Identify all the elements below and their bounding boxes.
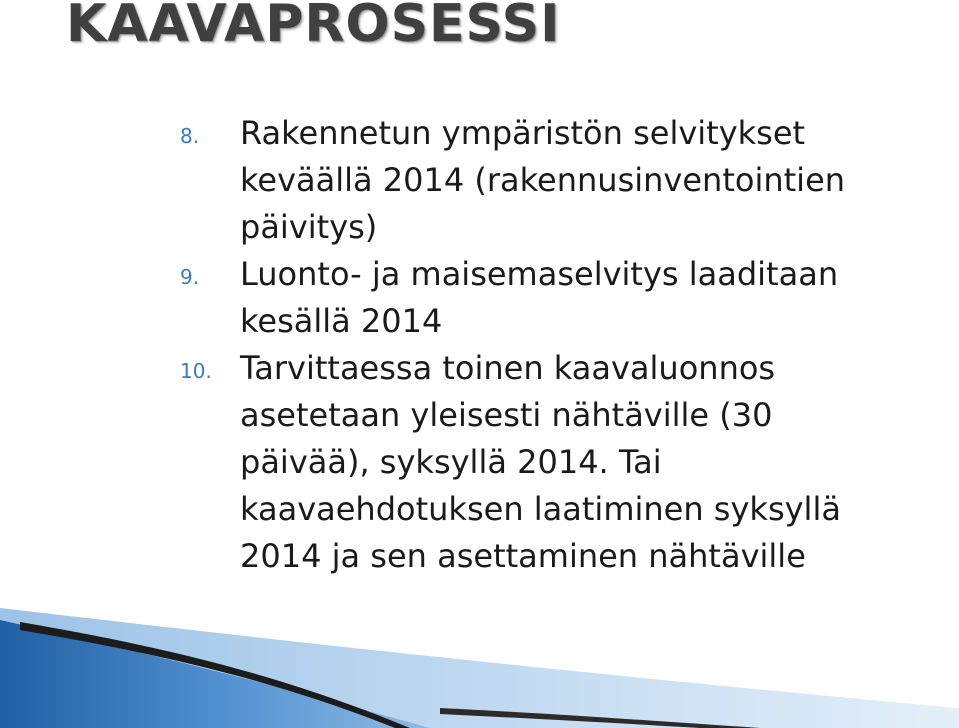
list-item-line: kaavaehdotuksen laatiminen syksyllä xyxy=(240,490,841,528)
list-item-line: päivää), syksyllä 2014. Tai xyxy=(240,443,662,481)
decorative-wave xyxy=(0,590,959,728)
list-item-line: asetetaan yleisesti nähtäville (30 xyxy=(240,396,773,434)
numbered-list xyxy=(180,110,950,580)
list-item-line: Tarvittaessa toinen kaavaluonnos xyxy=(240,349,776,387)
list-item xyxy=(180,251,950,345)
list-item-number: 10. xyxy=(180,359,212,383)
list-item xyxy=(180,345,950,580)
list-item-line: Luonto- ja maisemaselvitys laaditaan xyxy=(240,255,839,293)
list-item-line: keväällä 2014 (rakennusinventointien xyxy=(240,161,846,199)
list-item-line: Rakennetun ympäristön selvitykset xyxy=(240,114,806,152)
list-item-number: 9. xyxy=(180,265,200,289)
list-item-line: 2014 ja sen asettaminen nähtäville xyxy=(240,537,806,575)
slide-title: KAAVAPROSESSI xyxy=(66,0,561,54)
list-item xyxy=(180,110,950,251)
list-item-number: 8. xyxy=(180,124,200,148)
list-item-line: päivitys) xyxy=(240,208,378,246)
list-item-line: kesällä 2014 xyxy=(240,302,443,340)
